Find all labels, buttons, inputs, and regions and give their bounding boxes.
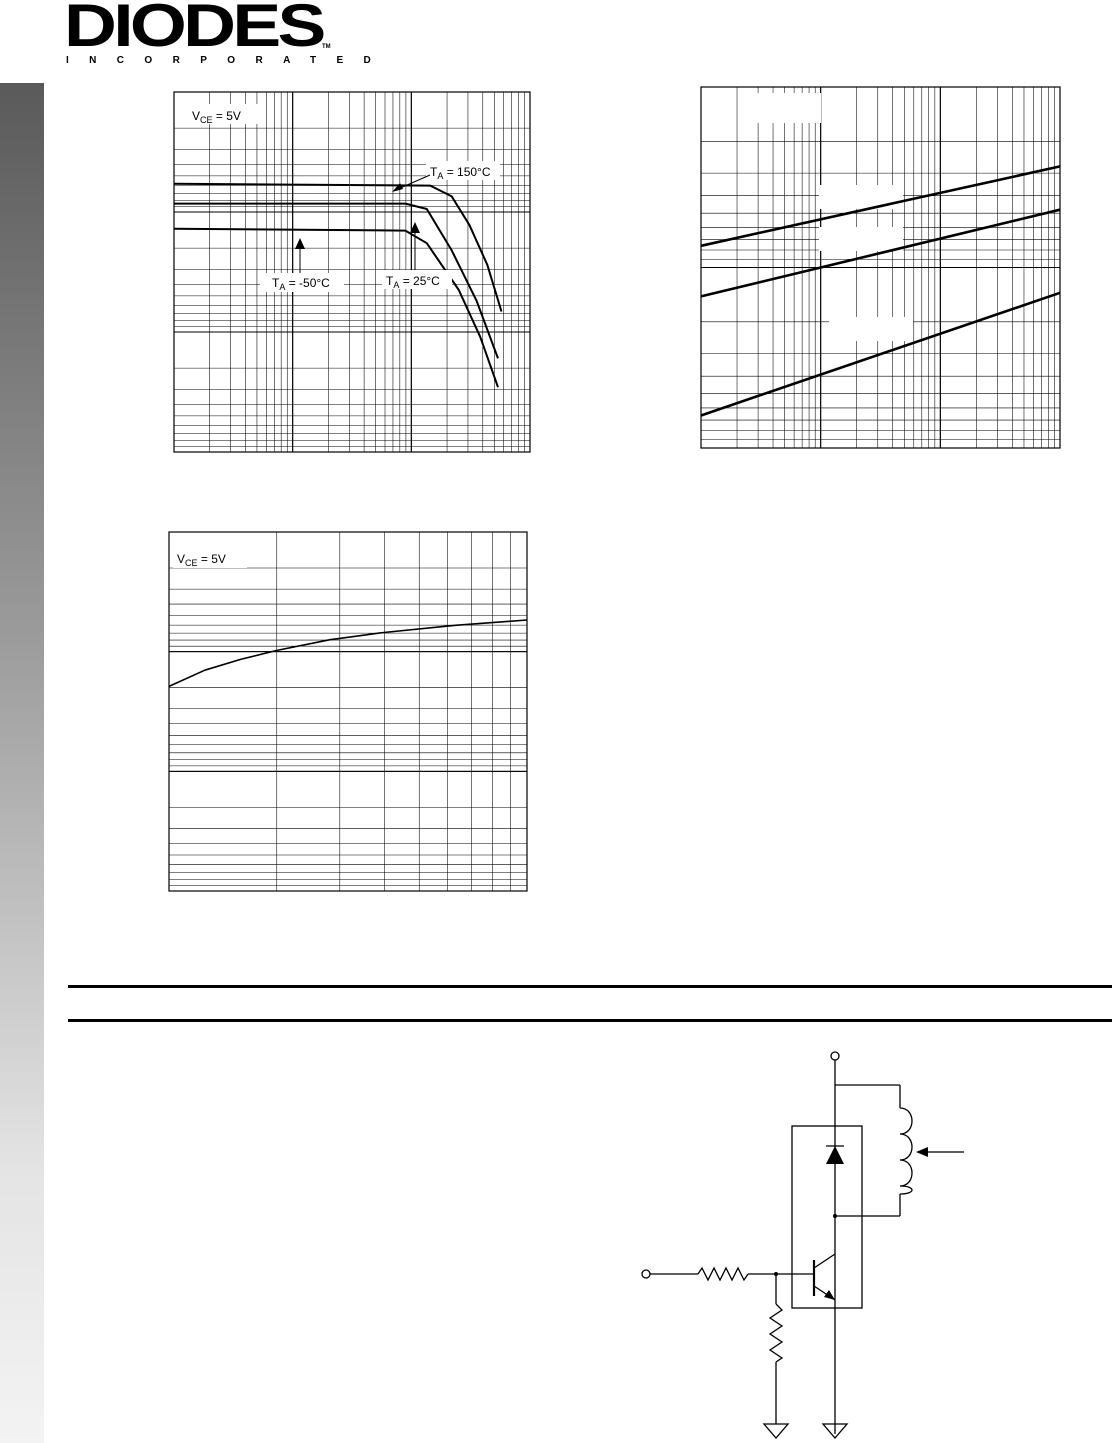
chart-2-blank-box-2 bbox=[819, 185, 903, 209]
logo-tagline: INCORPORATED bbox=[66, 55, 392, 66]
input-terminal bbox=[642, 1270, 650, 1278]
svg-text:VCE = 5V: $V_{CE} = 5V$ bbox=[177, 552, 226, 568]
series-line-3 bbox=[701, 293, 1060, 416]
chart-3-curves bbox=[169, 620, 527, 686]
chart-1-grid bbox=[174, 92, 530, 452]
chart-1-t150-label bbox=[392, 161, 500, 192]
chart-3 bbox=[169, 532, 527, 891]
arrow-head bbox=[916, 1147, 928, 1157]
series-line-1 bbox=[169, 620, 527, 686]
chart-3-grid bbox=[169, 532, 527, 891]
series-line-1 bbox=[174, 229, 498, 387]
emitter-arrow bbox=[824, 1290, 835, 1300]
chart-2 bbox=[701, 87, 1060, 448]
vcc-terminal bbox=[831, 1052, 839, 1060]
diode-triangle bbox=[826, 1146, 844, 1164]
input-resistor bbox=[698, 1268, 748, 1280]
section-rule-bottom bbox=[68, 1019, 1112, 1022]
chart-2-blank-box-1 bbox=[741, 93, 821, 123]
svg-text:VCE = 5V: $V_{CE} = 5V$ bbox=[192, 109, 241, 125]
section-rule-top bbox=[68, 985, 1112, 988]
logo-trademark: TM bbox=[322, 44, 331, 50]
series-line-2 bbox=[701, 210, 1060, 297]
chart-2-blank-box-4 bbox=[829, 317, 913, 341]
chart-1 bbox=[174, 92, 530, 452]
diodes-logo bbox=[64, 0, 392, 72]
base-emitter-resistor bbox=[770, 1304, 782, 1362]
logo-wordmark: DIODES bbox=[64, 0, 323, 59]
driver-package-outline bbox=[792, 1126, 862, 1308]
chart-1-tm50-label bbox=[260, 238, 344, 292]
relay-coil bbox=[900, 1108, 912, 1194]
side-gradient-bar bbox=[0, 83, 44, 1443]
svg-text:TA = 150°C: $T_A = 150^\circ C$ bbox=[430, 165, 491, 181]
chart-1-vce-label bbox=[186, 104, 262, 125]
chart-2-blank-box-3 bbox=[819, 227, 903, 251]
relay-driver-circuit bbox=[636, 1048, 976, 1440]
chart-3-vce-label bbox=[173, 548, 247, 568]
chart-2-grid bbox=[701, 87, 1060, 448]
chart-1-frame bbox=[174, 92, 530, 452]
svg-text:TA = -50°C: $T_A = -50^\circ C$ bbox=[272, 276, 330, 292]
svg-text:TA = 25°C: $T_A = 25^\circ C$ bbox=[386, 274, 440, 290]
chart-3-frame bbox=[169, 532, 527, 891]
